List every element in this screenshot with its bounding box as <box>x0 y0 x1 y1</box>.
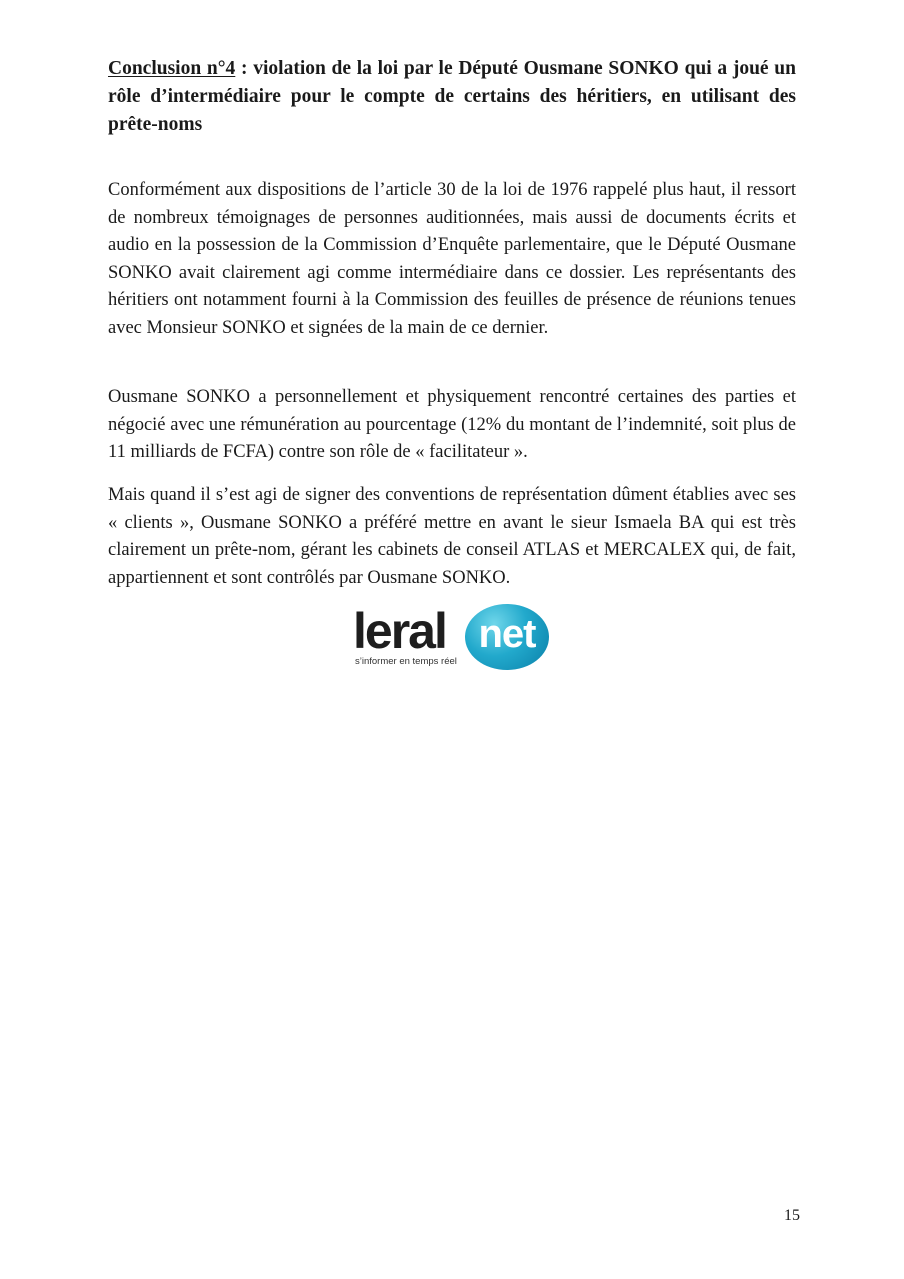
conclusion-number: Conclusion n°4 <box>108 58 236 79</box>
logo-word: leral <box>353 603 446 659</box>
conclusion-heading <box>108 55 796 139</box>
paragraph-1: Conformément aux dispositions de l’article 30 de la loi de 1976 rappelé plus haut, il ressort de nombreux témoignages de personnes auditionnées, mais aussi de documents écrits et audio en la possession de la Commission d’Enquête parlementaire, que le Député Ousmane SONKO avait clairement agi comme intermédiaire dans ce dossier. Les représentants des héritiers ont notamment fourni à la Commission des feuilles de présence de réunions tenues avec Monsieur SONKO et signées de la main de ce dernier. <box>108 180 796 338</box>
page-number: 15 <box>784 1207 800 1224</box>
logo-badge-circle <box>465 604 549 670</box>
logo-tagline: s’informer en temps réel <box>355 656 457 667</box>
logo-badge-text: net <box>478 612 536 656</box>
heading-separator: : <box>235 58 254 79</box>
conclusion-title: violation de la loi par le Député Ousmane SONKO qui a joué un rôle d’intermédiaire pour le compte de certains des héritiers, en utilisant des prête-noms <box>108 58 796 135</box>
leral-net-logo <box>353 604 553 676</box>
paragraph-3: Mais quand il s’est agi de signer des conventions de représentation dûment établies avec ses « clients », Ousmane SONKO a préféré mettre en avant le sieur Ismaela BA qui est très clairement un prête-nom, gérant les cabinets de conseil ATLAS et MERCALEX qui, de fait, appartiennent et sont contrôlés par Ousmane SONKO. <box>108 485 796 588</box>
paragraph-2: Ousmane SONKO a personnellement et physiquement rencontré certaines des parties et négocié avec une rémunération au pourcentage (12% du montant de l’indemnité, soit plus de 11 milliards de FCFA) contre son rôle de « facilitateur ». <box>108 387 796 462</box>
